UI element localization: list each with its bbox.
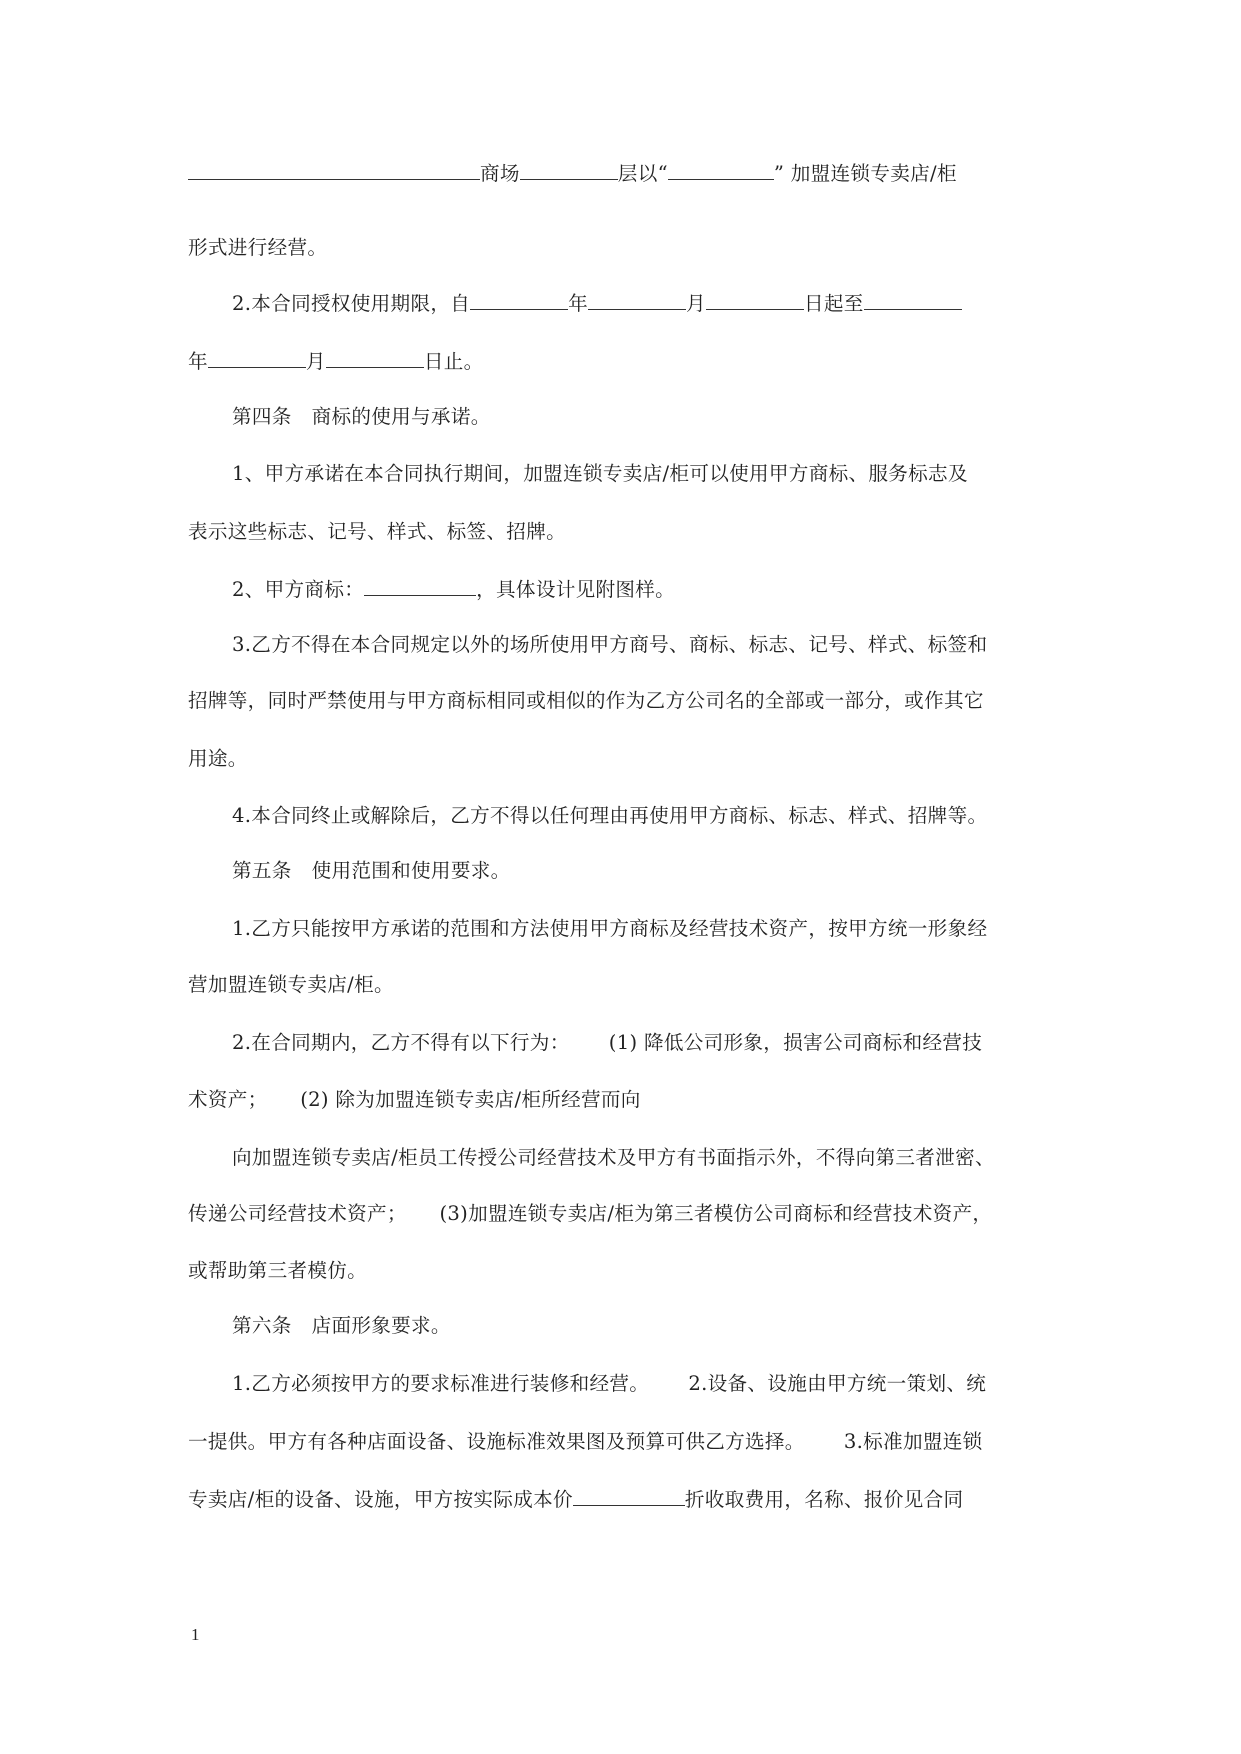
text-segment: 表示这些标志、记号、样式、标签、招牌。 (188, 520, 566, 543)
text-line (232, 292, 962, 314)
text-line (188, 975, 394, 995)
text-segment: 年 (568, 292, 589, 315)
section-heading (232, 407, 491, 427)
text-segment: 月 (686, 292, 706, 315)
text-segment: 专卖店/柜的设备、设施，甲方按实际成本价 (188, 1488, 573, 1511)
text-segment: 营加盟连锁专卖店/柜。 (188, 973, 394, 996)
text-line (188, 1488, 963, 1510)
text-line (232, 806, 987, 826)
text-line (188, 691, 984, 711)
text-segment: 商场 (480, 162, 520, 185)
text-segment: 2.本合同授权使用期限，自 (232, 292, 471, 315)
text-segment: ，具体设计见附图样。 (476, 578, 676, 601)
text-line (188, 1432, 983, 1452)
text-segment: 4.本合同终止或解除后，乙方不得以任何理由再使用甲方商标、标志、样式、招牌等。 (232, 804, 988, 827)
text-segment: 招牌等，同时严禁使用与甲方商标相同或相似的作为乙方公司名的全部或一部分，或作其它 (188, 689, 984, 712)
text-segment: 第四条 商标的使用与承诺。 (232, 405, 491, 428)
text-line (232, 1148, 995, 1168)
blank-underline (326, 350, 424, 368)
text-segment: 2、甲方商标： (232, 578, 365, 601)
section-heading (232, 861, 511, 881)
blank-underline (706, 292, 804, 310)
blank-underline (188, 162, 480, 180)
text-segment: 向加盟连锁专卖店/柜员工传授公司经营技术及甲方有书面指示外，不得向第三者泄密、 (232, 1146, 995, 1169)
text-segment: 月 (305, 350, 326, 373)
blank-underline (573, 1488, 685, 1506)
blank-underline (208, 350, 306, 368)
text-segment: 形式进行经营。 (188, 236, 328, 259)
text-segment: 1.乙方必须按甲方的要求标准进行装修和经营。 2.设备、设施由甲方统一策划、统 (232, 1372, 987, 1395)
text-segment: 一提供。甲方有各种店面设备、设施标准效果图及预算可供乙方选择。 3.标准加盟连锁 (188, 1430, 983, 1453)
text-segment: 年 (188, 350, 208, 373)
text-line (232, 1374, 986, 1394)
section-heading (232, 1316, 451, 1336)
text-segment: 2.在合同期内，乙方不得有以下行为： (1) 降低公司形象，损害公司商标和经营技 (232, 1031, 983, 1054)
text-segment: 层以“ (617, 162, 668, 185)
text-segment: 传递公司经营技术资产； (3)加盟连锁专卖店/柜为第三者模仿公司商标和经营技术资产， (188, 1202, 993, 1225)
text-segment: 日起至 (803, 292, 864, 315)
text-segment: 或帮助第三者模仿。 (188, 1259, 368, 1282)
text-line (188, 350, 484, 372)
text-segment: 折收取费用，名称、报价见合同 (684, 1488, 964, 1511)
text-segment: 第五条 使用范围和使用要求。 (232, 859, 511, 882)
blank-underline (864, 292, 962, 310)
text-line (232, 1033, 982, 1053)
text-segment: 日止。 (423, 350, 484, 373)
page-number: 1 (191, 1625, 200, 1644)
blank-underline (588, 292, 686, 310)
text-line (232, 919, 987, 939)
text-line (232, 464, 968, 484)
text-line (188, 162, 957, 184)
text-segment: ” 加盟连锁专卖店/柜 (773, 162, 957, 185)
text-line (188, 749, 248, 769)
text-segment: 术资产； (2) 除为加盟连锁专卖店/柜所经营而向 (188, 1088, 641, 1111)
blank-underline (364, 578, 476, 596)
blank-underline (668, 162, 774, 180)
text-line (232, 635, 987, 655)
text-line (188, 1090, 641, 1110)
blank-underline (470, 292, 568, 310)
text-segment: 1.乙方只能按甲方承诺的范围和方法使用甲方商标及经营技术资产，按甲方统一形象经 (232, 917, 988, 940)
blank-underline (520, 162, 618, 180)
text-segment: 用途。 (188, 747, 248, 770)
text-line (188, 238, 327, 258)
text-segment: 3.乙方不得在本合同规定以外的场所使用甲方商号、商标、标志、记号、样式、标签和 (232, 633, 988, 656)
text-segment: 1、甲方承诺在本合同执行期间，加盟连锁专卖店/柜可以使用甲方商标、服务标志及 (232, 462, 968, 485)
text-line (188, 522, 566, 542)
text-line (188, 1204, 992, 1224)
text-line (188, 1261, 367, 1281)
text-line (232, 578, 675, 600)
text-segment: 第六条 店面形象要求。 (232, 1314, 451, 1337)
